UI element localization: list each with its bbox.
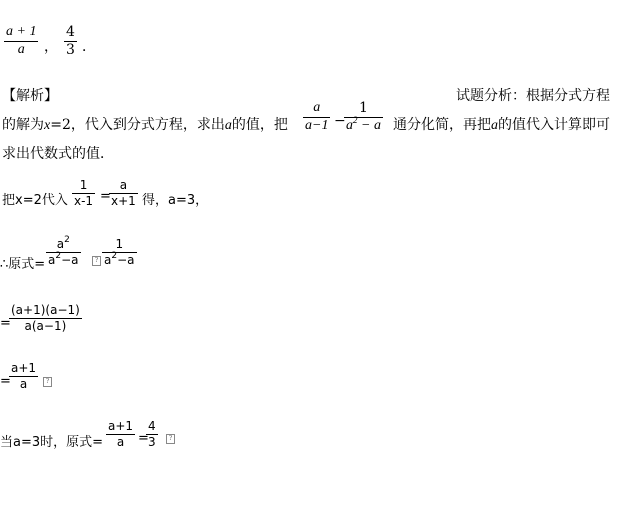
step2-prefix: ∴原式= xyxy=(0,257,46,272)
answer-separator: ， xyxy=(44,39,58,55)
step2-fraction-1-numerator: $a^2$ xyxy=(56,235,70,251)
step3-denominator: a(a−1) xyxy=(24,318,67,333)
step1-prefix: 把x=2代入 xyxy=(2,193,68,208)
step3-numerator: (a+1)(a−1) xyxy=(11,303,80,317)
analysis-expr-fraction-1-denominator: a−1 xyxy=(305,117,329,133)
step3-equals: = xyxy=(0,316,11,331)
step1-fraction-2-denominator: x+1 xyxy=(111,193,136,208)
step5-prefix: 当a=3时，原式= xyxy=(0,435,104,450)
analysis-intro: 试题分析：根据分式方程 xyxy=(456,88,610,104)
step5-equals: = xyxy=(138,431,149,446)
step5-fraction-2-denominator: 3 xyxy=(148,434,156,449)
step1-fraction-1 xyxy=(72,179,95,207)
step1-fraction-1-numerator: 1 xyxy=(79,178,88,192)
variable-x: x xyxy=(44,118,51,133)
step4-equals: = xyxy=(0,374,11,389)
answer-end-period: ． xyxy=(82,39,96,55)
step1-fraction-2 xyxy=(109,179,138,207)
answer-fraction-2-numerator: 4 xyxy=(66,24,75,40)
step4-fraction xyxy=(9,362,38,390)
step4-denominator: a xyxy=(19,376,28,391)
step2-fraction-2 xyxy=(102,238,137,267)
step1-result: 得，a=3， xyxy=(142,193,209,208)
step2-fraction-1-denominator: $a^2-a$ xyxy=(48,251,79,268)
step1-fraction-2-numerator: a xyxy=(119,178,128,192)
step5-fraction-1 xyxy=(106,420,135,448)
answer-fraction-2 xyxy=(64,25,77,57)
analysis-expr-fraction-2-denominator: $a^2 - a$ xyxy=(346,114,381,133)
step5-fraction-2-numerator: 4 xyxy=(148,419,156,433)
step3-fraction xyxy=(9,304,82,332)
answer-fraction-2-denominator: 3 xyxy=(66,41,75,58)
missing-glyph-icon: ? xyxy=(92,256,101,266)
step1-fraction-1-denominator: x-1 xyxy=(74,193,94,208)
answer-fraction-1-numerator: a + 1 xyxy=(6,24,37,39)
step5-fraction-1-denominator: a xyxy=(116,434,125,449)
step5-fraction-2 xyxy=(146,420,158,448)
step4-numerator: a+1 xyxy=(11,361,37,375)
answer-fraction-1 xyxy=(4,25,38,57)
step2-fraction-1 xyxy=(46,235,81,268)
step5-fraction-1-numerator: a+1 xyxy=(108,419,134,433)
missing-glyph-icon: ? xyxy=(43,377,52,387)
missing-glyph-icon: ? xyxy=(166,434,175,444)
step2-fraction-2-denominator: $a^2-a$ xyxy=(104,250,135,267)
analysis-expr-fraction-1 xyxy=(303,101,330,133)
step1-equals: = xyxy=(100,189,111,204)
analysis-line2-text-c: 通分化简，再把a的值代入计算即可 xyxy=(393,117,610,133)
analysis-expr-fraction-1-numerator: a xyxy=(313,100,321,115)
analysis-expr-fraction-2-numerator: 1 xyxy=(359,100,368,116)
analysis-heading: 【解析】 xyxy=(2,88,58,104)
analysis-line2-text-a: 的解为x=2，代入到分式方程，求出a的值，把 xyxy=(2,117,288,133)
analysis-expr-fraction-2 xyxy=(344,101,383,133)
step2-fraction-2-numerator: 1 xyxy=(115,237,124,251)
analysis-line3: 求出代数式的值． xyxy=(2,146,114,162)
variable-a: a xyxy=(491,118,498,133)
analysis-expr-minus: − xyxy=(334,113,346,129)
answer-fraction-1-denominator: a xyxy=(17,41,25,57)
variable-a: a xyxy=(224,118,232,133)
